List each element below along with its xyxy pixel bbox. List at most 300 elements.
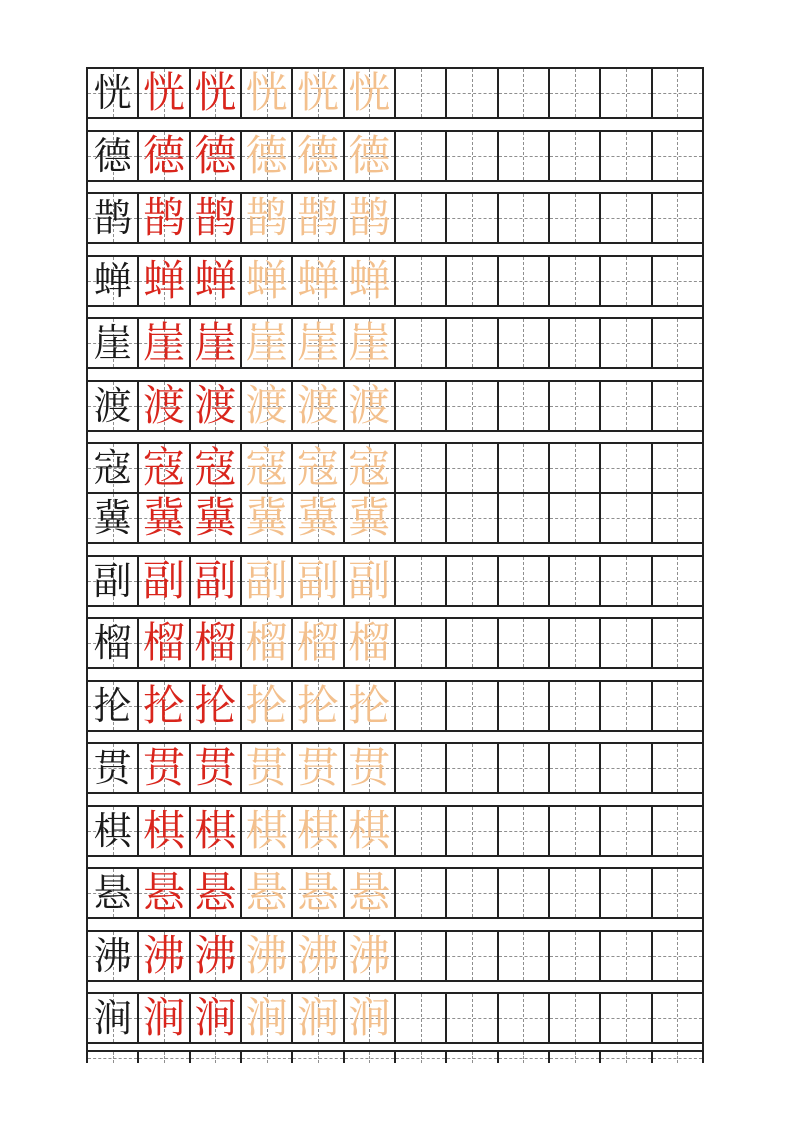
practice-row-2 <box>88 130 702 182</box>
trace-character-faded: 榴 <box>296 618 339 667</box>
tianzige-cell <box>653 869 702 917</box>
practice-row-8 <box>88 492 702 544</box>
trace-character-faded: 鹊 <box>348 193 391 242</box>
tianzige-cell <box>396 557 447 605</box>
tianzige-cell <box>191 382 242 430</box>
tianzige-cell <box>242 382 293 430</box>
tianzige-cell <box>242 69 293 117</box>
tianzige-cell <box>139 682 190 730</box>
tianzige-cell <box>550 807 601 855</box>
tianzige-cell <box>653 1052 702 1063</box>
tianzige-cell <box>550 994 601 1042</box>
trace-character-faded: 德 <box>348 130 391 180</box>
tianzige-cell <box>447 869 498 917</box>
trace-character-faded: 恍 <box>348 68 391 117</box>
trace-character-faded: 蝉 <box>348 255 391 305</box>
tianzige-cell <box>447 994 498 1042</box>
tianzige-cell <box>653 444 702 492</box>
copy-character-red: 抡 <box>194 680 237 730</box>
model-character: 恍 <box>93 71 132 115</box>
tianzige-cell <box>396 994 447 1042</box>
tianzige-cell <box>242 132 293 180</box>
tianzige-cell <box>88 494 139 542</box>
tianzige-cell <box>601 807 652 855</box>
tianzige-cell <box>396 319 447 367</box>
practice-row-14 <box>88 867 702 919</box>
trace-character-faded: 抡 <box>348 680 391 730</box>
practice-row-1 <box>88 67 702 119</box>
tianzige-cell <box>653 382 702 430</box>
tianzige-cell <box>88 994 139 1042</box>
tianzige-cell <box>653 319 702 367</box>
row-spacer <box>88 857 702 868</box>
model-character: 寇 <box>93 446 132 490</box>
tianzige-cell <box>499 619 550 667</box>
tianzige-cell <box>447 494 498 542</box>
tianzige-cell <box>293 807 344 855</box>
copy-character-red: 渡 <box>194 380 237 430</box>
tianzige-cell <box>601 994 652 1042</box>
tianzige-cell <box>447 194 498 242</box>
tianzige-cell <box>550 869 601 917</box>
practice-grid <box>86 67 704 1063</box>
tianzige-cell <box>293 257 344 305</box>
tianzige-cell <box>550 619 601 667</box>
practice-row-3 <box>88 192 702 244</box>
tianzige-cell <box>242 744 293 792</box>
model-character: 鹊 <box>93 196 132 240</box>
tianzige-cell <box>88 557 139 605</box>
model-character: 沸 <box>93 933 132 978</box>
tianzige-cell <box>653 994 702 1042</box>
tianzige-cell <box>345 494 396 542</box>
tianzige-cell <box>88 807 139 855</box>
row-spacer <box>88 607 702 618</box>
model-character: 蝉 <box>93 258 132 303</box>
tianzige-cell <box>396 257 447 305</box>
copy-character-red: 蝉 <box>142 255 185 305</box>
trace-character-faded: 棋 <box>245 805 288 855</box>
trace-character-faded: 寇 <box>296 443 339 492</box>
copy-character-red: 德 <box>142 130 185 180</box>
tianzige-cell <box>293 319 344 367</box>
model-character: 榴 <box>93 621 132 665</box>
copy-character-red: 恍 <box>194 68 237 117</box>
tianzige-cell <box>191 994 242 1042</box>
tianzige-cell <box>601 194 652 242</box>
tianzige-cell <box>396 444 447 492</box>
tianzige-cell <box>601 132 652 180</box>
tianzige-cell <box>653 682 702 730</box>
tianzige-cell <box>499 69 550 117</box>
tianzige-cell <box>499 682 550 730</box>
tianzige-cell <box>653 69 702 117</box>
tianzige-cell <box>499 869 550 917</box>
tianzige-cell <box>499 494 550 542</box>
tianzige-cell <box>293 619 344 667</box>
model-character: 德 <box>93 133 132 178</box>
trace-character-faded: 崖 <box>245 318 288 367</box>
copy-character-red: 鹊 <box>142 193 185 242</box>
tianzige-cell <box>88 444 139 492</box>
trace-character-faded: 沸 <box>296 930 339 980</box>
tianzige-cell <box>447 807 498 855</box>
trace-character-faded: 涧 <box>348 993 391 1042</box>
model-character: 副 <box>93 558 132 603</box>
tianzige-cell <box>447 444 498 492</box>
tianzige-cell <box>191 444 242 492</box>
trace-character-faded: 涧 <box>296 993 339 1042</box>
tianzige-cell <box>88 1052 139 1063</box>
tianzige-cell <box>293 69 344 117</box>
tianzige-cell <box>139 132 190 180</box>
trace-character-faded: 贯 <box>296 743 339 792</box>
tianzige-cell <box>242 557 293 605</box>
tianzige-cell <box>601 682 652 730</box>
tianzige-cell <box>293 1052 344 1063</box>
practice-row-16 <box>88 992 702 1044</box>
model-character: 贯 <box>93 746 132 790</box>
trace-character-faded: 悬 <box>296 868 339 917</box>
clipped-partial-row <box>88 1050 702 1063</box>
row-spacer <box>88 369 702 380</box>
tianzige-cell <box>293 682 344 730</box>
tianzige-cell <box>139 619 190 667</box>
tianzige-cell <box>139 807 190 855</box>
tianzige-cell <box>191 557 242 605</box>
tianzige-cell <box>550 257 601 305</box>
practice-row-5 <box>88 317 702 369</box>
practice-row-11 <box>88 680 702 732</box>
tianzige-cell <box>345 382 396 430</box>
trace-character-faded: 冀 <box>245 493 288 542</box>
tianzige-cell <box>345 807 396 855</box>
copy-character-red: 沸 <box>142 930 185 980</box>
copy-character-red: 蝉 <box>194 255 237 305</box>
tianzige-cell <box>139 319 190 367</box>
tianzige-cell <box>499 132 550 180</box>
row-spacer <box>88 794 702 805</box>
tianzige-cell <box>601 932 652 980</box>
trace-character-faded: 恍 <box>245 68 288 117</box>
tianzige-cell <box>293 132 344 180</box>
copy-character-red: 副 <box>142 555 185 605</box>
tianzige-cell <box>653 744 702 792</box>
row-spacer <box>88 244 702 255</box>
row-spacer <box>88 432 702 443</box>
copy-character-red: 悬 <box>142 868 185 917</box>
tianzige-cell <box>345 319 396 367</box>
model-character: 涧 <box>93 996 132 1040</box>
tianzige-cell <box>601 494 652 542</box>
trace-character-faded: 鹊 <box>245 193 288 242</box>
tianzige-cell <box>345 194 396 242</box>
tianzige-cell <box>447 319 498 367</box>
tianzige-cell <box>139 557 190 605</box>
trace-character-faded: 恍 <box>296 68 339 117</box>
tianzige-cell <box>499 744 550 792</box>
practice-row-15 <box>88 930 702 982</box>
tianzige-cell <box>191 869 242 917</box>
copy-character-red: 德 <box>194 130 237 180</box>
model-character: 冀 <box>93 496 132 540</box>
tianzige-cell <box>293 932 344 980</box>
copy-character-red: 冀 <box>142 493 185 542</box>
row-spacer <box>88 119 702 130</box>
tianzige-cell <box>345 994 396 1042</box>
tianzige-cell <box>601 69 652 117</box>
tianzige-cell <box>499 1052 550 1063</box>
trace-character-faded: 鹊 <box>296 193 339 242</box>
tianzige-cell <box>191 744 242 792</box>
row-spacer <box>88 544 702 555</box>
tianzige-cell <box>550 1052 601 1063</box>
tianzige-cell <box>499 994 550 1042</box>
tianzige-cell <box>191 132 242 180</box>
copy-character-red: 崖 <box>142 318 185 367</box>
tianzige-cell <box>447 682 498 730</box>
tianzige-cell <box>396 194 447 242</box>
tianzige-cell <box>191 69 242 117</box>
tianzige-cell <box>447 132 498 180</box>
tianzige-cell <box>191 619 242 667</box>
tianzige-cell <box>242 807 293 855</box>
tianzige-cell <box>499 194 550 242</box>
trace-character-faded: 寇 <box>245 443 288 492</box>
tianzige-cell <box>242 194 293 242</box>
tianzige-cell <box>345 444 396 492</box>
tianzige-cell <box>499 257 550 305</box>
tianzige-cell <box>293 744 344 792</box>
tianzige-cell <box>601 744 652 792</box>
trace-character-faded: 涧 <box>245 993 288 1042</box>
trace-character-faded: 渡 <box>245 380 288 430</box>
tianzige-cell <box>499 382 550 430</box>
tianzige-cell <box>447 744 498 792</box>
trace-character-faded: 德 <box>245 130 288 180</box>
row-spacer <box>88 182 702 193</box>
copy-character-red: 寇 <box>142 443 185 492</box>
tianzige-cell <box>601 869 652 917</box>
tianzige-cell <box>293 994 344 1042</box>
tianzige-cell <box>550 444 601 492</box>
copy-character-red: 恍 <box>142 68 185 117</box>
trace-character-faded: 德 <box>296 130 339 180</box>
tianzige-cell <box>396 69 447 117</box>
tianzige-cell <box>139 444 190 492</box>
tianzige-cell <box>88 382 139 430</box>
tianzige-cell <box>499 932 550 980</box>
tianzige-cell <box>242 444 293 492</box>
tianzige-cell <box>139 257 190 305</box>
tianzige-cell <box>345 132 396 180</box>
copy-character-red: 涧 <box>142 993 185 1042</box>
practice-row-13 <box>88 805 702 857</box>
copy-character-red: 榴 <box>142 618 185 667</box>
tianzige-cell <box>242 494 293 542</box>
trace-character-faded: 沸 <box>245 930 288 980</box>
model-character: 棋 <box>93 808 132 853</box>
tianzige-cell <box>139 494 190 542</box>
copy-character-red: 寇 <box>194 443 237 492</box>
tianzige-cell <box>653 194 702 242</box>
trace-character-faded: 副 <box>296 555 339 605</box>
tianzige-cell <box>293 494 344 542</box>
tianzige-cell <box>499 444 550 492</box>
tianzige-cell <box>499 319 550 367</box>
tianzige-cell <box>88 194 139 242</box>
tianzige-cell <box>293 869 344 917</box>
tianzige-cell <box>88 744 139 792</box>
copy-character-red: 棋 <box>142 805 185 855</box>
tianzige-cell <box>550 382 601 430</box>
tianzige-cell <box>653 257 702 305</box>
tianzige-cell <box>139 382 190 430</box>
tianzige-cell <box>139 744 190 792</box>
tianzige-cell <box>550 557 601 605</box>
trace-character-faded: 寇 <box>348 443 391 492</box>
practice-row-6 <box>88 380 702 432</box>
copy-character-red: 副 <box>194 555 237 605</box>
tianzige-cell <box>447 932 498 980</box>
tianzige-cell <box>550 194 601 242</box>
practice-row-7 <box>88 442 702 494</box>
copy-character-red: 棋 <box>194 805 237 855</box>
row-spacer <box>88 307 702 318</box>
model-character: 崖 <box>93 321 132 365</box>
tianzige-cell <box>191 494 242 542</box>
copy-character-red: 榴 <box>194 618 237 667</box>
trace-character-faded: 副 <box>245 555 288 605</box>
trace-character-faded: 榴 <box>245 618 288 667</box>
tianzige-cell <box>550 132 601 180</box>
tianzige-cell <box>396 619 447 667</box>
trace-character-faded: 蝉 <box>296 255 339 305</box>
tianzige-cell <box>601 1052 652 1063</box>
tianzige-cell <box>139 69 190 117</box>
row-spacer <box>88 669 702 680</box>
tianzige-cell <box>550 319 601 367</box>
copy-character-red: 冀 <box>194 493 237 542</box>
tianzige-cell <box>396 382 447 430</box>
tianzige-cell <box>345 557 396 605</box>
trace-character-faded: 贯 <box>245 743 288 792</box>
tianzige-cell <box>653 132 702 180</box>
trace-character-faded: 蝉 <box>245 255 288 305</box>
tianzige-cell <box>242 869 293 917</box>
tianzige-cell <box>242 994 293 1042</box>
copy-character-red: 鹊 <box>194 193 237 242</box>
tianzige-cell <box>447 382 498 430</box>
tianzige-cell <box>447 557 498 605</box>
tianzige-cell <box>653 932 702 980</box>
trace-character-faded: 冀 <box>296 493 339 542</box>
trace-character-faded: 抡 <box>296 680 339 730</box>
copy-character-red: 悬 <box>194 868 237 917</box>
copy-character-red: 贯 <box>194 743 237 792</box>
copy-character-red: 沸 <box>194 930 237 980</box>
copy-character-red: 涧 <box>194 993 237 1042</box>
trace-character-faded: 副 <box>348 555 391 605</box>
tianzige-cell <box>293 194 344 242</box>
tianzige-cell <box>601 319 652 367</box>
trace-character-faded: 崖 <box>296 318 339 367</box>
tianzige-cell <box>653 619 702 667</box>
tianzige-cell <box>191 932 242 980</box>
tianzige-cell <box>345 69 396 117</box>
tianzige-cell <box>601 444 652 492</box>
tianzige-cell <box>345 619 396 667</box>
tianzige-cell <box>345 932 396 980</box>
trace-character-faded: 棋 <box>348 805 391 855</box>
trace-character-faded: 冀 <box>348 493 391 542</box>
copy-character-red: 抡 <box>142 680 185 730</box>
tianzige-cell <box>499 557 550 605</box>
tianzige-cell <box>88 932 139 980</box>
model-character: 抡 <box>93 683 132 728</box>
trace-character-faded: 抡 <box>245 680 288 730</box>
tianzige-cell <box>242 932 293 980</box>
tianzige-cell <box>653 557 702 605</box>
trace-character-faded: 贯 <box>348 743 391 792</box>
tianzige-cell <box>550 744 601 792</box>
tianzige-cell <box>293 557 344 605</box>
tianzige-cell <box>88 682 139 730</box>
tianzige-cell <box>139 932 190 980</box>
tianzige-cell <box>191 319 242 367</box>
tianzige-cell <box>447 1052 498 1063</box>
row-spacer <box>88 982 702 993</box>
tianzige-cell <box>345 682 396 730</box>
tianzige-cell <box>396 807 447 855</box>
tianzige-cell <box>447 69 498 117</box>
tianzige-cell <box>191 1052 242 1063</box>
tianzige-cell <box>242 319 293 367</box>
tianzige-cell <box>396 682 447 730</box>
tianzige-cell <box>139 194 190 242</box>
tianzige-cell <box>550 69 601 117</box>
tianzige-cell <box>601 257 652 305</box>
tianzige-cell <box>191 682 242 730</box>
tianzige-cell <box>139 869 190 917</box>
tianzige-cell <box>653 494 702 542</box>
tianzige-cell <box>242 257 293 305</box>
tianzige-cell <box>242 1052 293 1063</box>
tianzige-cell <box>396 744 447 792</box>
tianzige-cell <box>345 744 396 792</box>
tianzige-cell <box>345 257 396 305</box>
row-spacer <box>88 919 702 930</box>
practice-row-4 <box>88 255 702 307</box>
model-character: 渡 <box>93 383 132 428</box>
trace-character-faded: 棋 <box>296 805 339 855</box>
tianzige-cell <box>88 257 139 305</box>
trace-character-faded: 渡 <box>348 380 391 430</box>
tianzige-cell <box>396 494 447 542</box>
trace-character-faded: 崖 <box>348 318 391 367</box>
tianzige-cell <box>191 194 242 242</box>
row-spacer <box>88 732 702 743</box>
practice-row-9 <box>88 555 702 607</box>
copy-character-red: 崖 <box>194 318 237 367</box>
tianzige-cell <box>345 1052 396 1063</box>
tianzige-cell <box>88 619 139 667</box>
tianzige-cell <box>396 869 447 917</box>
practice-row-12 <box>88 742 702 794</box>
tianzige-cell <box>396 932 447 980</box>
tianzige-cell <box>601 557 652 605</box>
tianzige-cell <box>88 69 139 117</box>
